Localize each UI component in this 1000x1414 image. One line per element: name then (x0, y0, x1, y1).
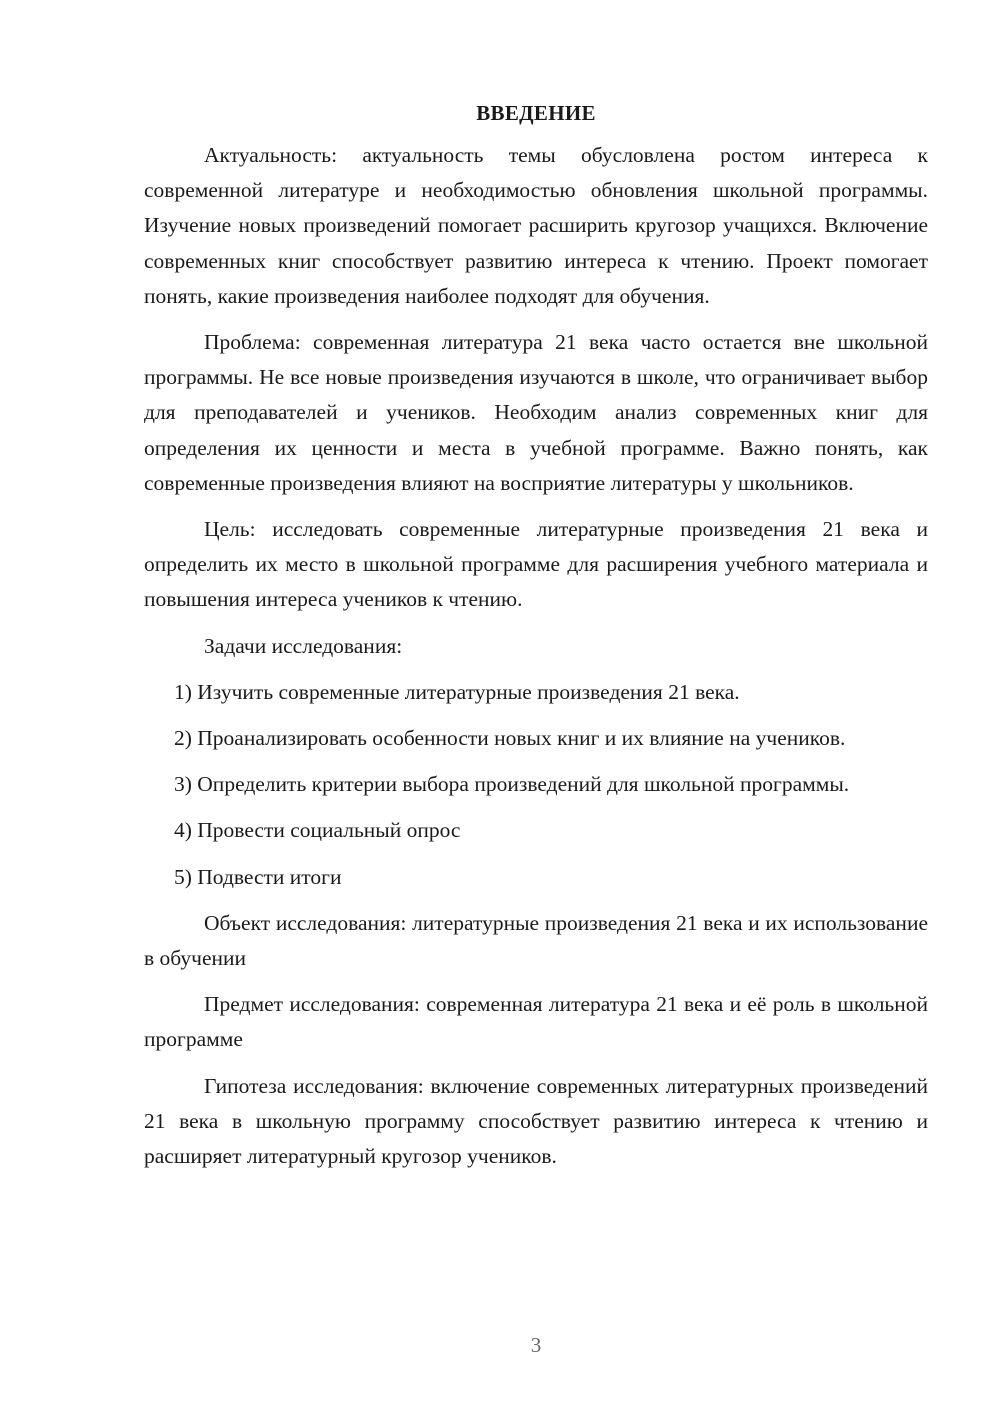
task-item: 1) Изучить современные литературные произведения 21 века. (174, 679, 740, 704)
hypothesis-paragraph: Гипотеза исследования: включение современных литературных произведений 21 века в школьную программу способствует развитию интереса к чтению и расширяет литературный кругозор учеников. (144, 1073, 928, 1169)
goal-paragraph: Цель: исследовать современные литературные произведения 21 века и определить их место в школьной программе для расширения учебного материала и повышения интереса учеников к чтению. (144, 517, 928, 612)
task-item: 5) Подвести итоги (174, 864, 342, 889)
tasks-list (144, 675, 928, 895)
relevance-paragraph: Актуальность: актуальность темы обусловлена ростом интереса к современной литературе и необходимостью обновления школьной программы. Изучение новых произведений помогает расширить кругозор учащихся. Включение современных книг способствует развитию интереса к чтению. Проект помогает понять, какие произведения наиболее подходят для обучения. (144, 143, 928, 308)
task-item: 4) Провести социальный опрос (174, 818, 461, 843)
subject-paragraph: Предмет исследования: современная литература 21 века и её роль в школьной программе (144, 992, 928, 1052)
task-item: 2) Проанализировать особенности новых книг и их влияние на учеников. (174, 726, 846, 751)
task-item: 3) Определить критерии выбора произведений для школьной программы. (174, 772, 850, 797)
tasks-heading: Задачи исследования: (204, 633, 403, 658)
problem-paragraph: Проблема: современная литература 21 века часто остается вне школьной программы. Не все новые произведения изучаются в школе, что ограничивает выбор для преподавателей и учеников. Необходим анализ современных книг для определения их ценности и места в учебной программе. Важно понять, как современные произведения влияют на восприятие литературы у школьников. (144, 330, 928, 495)
document-page (144, 96, 928, 1174)
object-paragraph: Объект исследования: литературные произведения 21 века и их использование в обучении (144, 910, 928, 971)
page-title: ВВЕДЕНИЕ (476, 101, 596, 125)
page-number: 3 (530, 1333, 542, 1357)
